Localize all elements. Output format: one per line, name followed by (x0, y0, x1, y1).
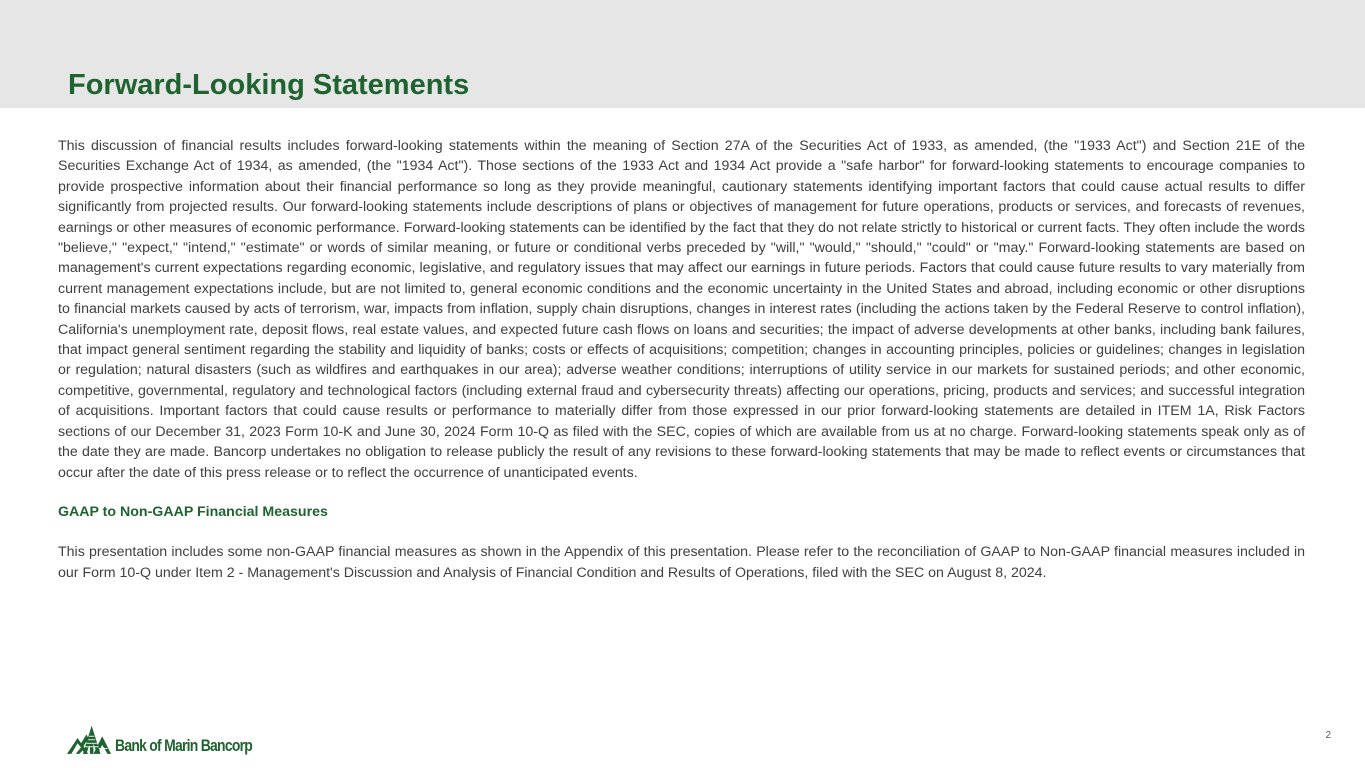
slide-title: Forward-Looking Statements (68, 69, 470, 101)
logo-wordmark: Bank of Marin Bancorp (114, 736, 252, 755)
forward-looking-statement-paragraph: This discussion of financial results includes forward-looking statements within the meaning of Section 27A of the Securities Act of 1933, as amended, (the "1933 Act") and Section 21E of the Securities Exchange Act of 1934, as amended, (the "1934 Act"). Those sections of the 1933 Act and 1934 Act provide a "safe harbor" for forward-looking statements to encourage companies to provide prospective information about their financial performance so long as they provide meaningful, cautionary statements identifying important factors that could cause actual results to differ significantly from projected results. Our forward-looking statements include descriptions of plans or objectives of management for future operations, products or services, and forecasts of revenues, earnings or other measures of economic performance. Forward-looking statements can be identified by the fact that they do not relate strictly to historical or current facts. They often include the words "believe," "expect," "intend," "estimate" or words of similar meaning, or future or conditional verbs preceded by "will," "would," "should," "could" or "may." Forward-looking statements are based on management's current expectations regarding economic, legislative, and regulatory issues that may affect our earnings in future periods. Factors that could cause future results to vary materially from current management expectations include, but are not limited to, general economic conditions and the economic uncertainty in the United States and abroad, including economic or other disruptions to financial markets caused by acts of terrorism, war, impacts from inflation, supply chain disruptions, changes in interest rates (including the actions taken by the Federal Reserve to control inflation), California's unemployment rate, deposit flows, real estate values, and expected future cash flows on loans and securities; the impact of adverse developments at other banks, including bank failures, that impact general sentiment regarding the stability and liquidity of banks; costs or effects of acquisitions; competition; changes in accounting principles, policies or guidelines; changes in legislation or regulation; natural disasters (such as wildfires and earthquakes in our area); adverse weather conditions; interruptions of utility service in our markets for sustained periods; and other economic, competitive, governmental, regulatory and technological factors (including external fraud and cybersecurity threats) affecting our operations, pricing, products and services; and successful integration of acquisitions. Important factors that could cause results or performance to materially differ from those expressed in our prior forward-looking statements are detailed in ITEM 1A, Risk Factors sections of our December 31, 2023 Form 10-K and June 30, 2024 Form 10-Q as filed with the SEC, copies of which are available from us at no charge. Forward-looking statements speak only as of the date they are made. Bancorp undertakes no obligation to release publicly the result of any revisions to these forward-looking statements that may be made to reflect events or circumstances that occur after the date of this press release or to reflect the occurrence of unanticipated events. (58, 138, 1305, 481)
page-number: 2 (1325, 730, 1331, 741)
mountain-tree-logo-icon (67, 718, 113, 758)
bank-of-marin-logo (67, 718, 282, 758)
slide-content (58, 136, 1305, 583)
non-gaap-paragraph: This presentation includes some non-GAAP financial measures as shown in the Appendix of this presentation. Please refer to the reconciliation of GAAP to Non-GAAP financial measures included in our Form 10-Q under Item 2 - Management's Discussion and Analysis of Financial Condition and Results of Operations, filed with the SEC on August 8, 2024. (58, 544, 1305, 581)
non-gaap-heading: GAAP to Non-GAAP Financial Measures (58, 503, 328, 520)
